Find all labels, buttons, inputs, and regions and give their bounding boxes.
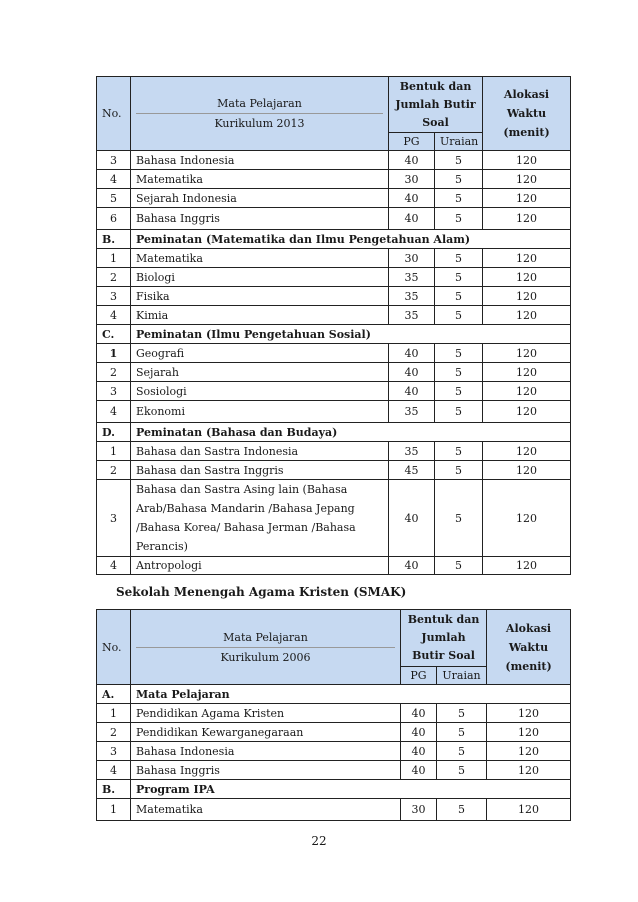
- row-subject: Kimia: [131, 306, 389, 325]
- row-pg: 30: [389, 170, 435, 189]
- row-pg: 40: [401, 761, 437, 780]
- exam-table-k13: [96, 76, 571, 575]
- row-uraian: 5: [435, 189, 483, 208]
- section-row: [97, 325, 571, 344]
- row-pg: 40: [401, 723, 437, 742]
- row-pg: 30: [389, 249, 435, 268]
- header-alloc: [483, 77, 571, 151]
- row-pg: 40: [389, 382, 435, 401]
- header-no: No.: [97, 77, 131, 151]
- row-no: 5: [97, 189, 131, 208]
- section-row: [97, 780, 571, 799]
- row-uraian: 5: [435, 461, 483, 480]
- row-subject: Bahasa Inggris: [131, 761, 401, 780]
- header-alloc: [487, 610, 571, 685]
- table-row: [97, 344, 571, 363]
- row-subject: Pendidikan Kewarganegaraan: [131, 723, 401, 742]
- row-no: 3: [97, 382, 131, 401]
- table-row: [97, 249, 571, 268]
- row-pg: 40: [389, 189, 435, 208]
- header-form-line1: Bentuk dan: [399, 79, 472, 93]
- row-subject: Bahasa Indonesia: [131, 742, 401, 761]
- row-subject: Biologi: [131, 268, 389, 287]
- row-subject: Matematika: [131, 249, 389, 268]
- row-no: 1: [97, 249, 131, 268]
- row-no: 4: [97, 761, 131, 780]
- row-time: 120: [483, 363, 571, 382]
- header-pg: PG: [389, 133, 435, 151]
- row-uraian: 5: [435, 382, 483, 401]
- table-row: [97, 306, 571, 325]
- row-uraian: 5: [435, 170, 483, 189]
- header-subject: [131, 610, 401, 685]
- row-pg: 40: [389, 480, 435, 557]
- row-time: 120: [483, 306, 571, 325]
- row-time: 120: [483, 382, 571, 401]
- row-uraian: 5: [435, 480, 483, 557]
- row-time: 120: [483, 249, 571, 268]
- row-no: 2: [97, 363, 131, 382]
- page-number: 22: [311, 834, 327, 848]
- row-pg: 35: [389, 442, 435, 461]
- section-no: B.: [97, 230, 131, 249]
- row-no: 2: [97, 461, 131, 480]
- row-pg: 40: [389, 557, 435, 575]
- header-subject-line1: Mata Pelajaran: [136, 628, 395, 648]
- row-uraian: 5: [437, 799, 487, 821]
- row-no: 3: [97, 151, 131, 170]
- row-no: 6: [97, 208, 131, 230]
- section-title: Program IPA: [131, 780, 571, 799]
- row-time: 120: [483, 151, 571, 170]
- row-pg: 35: [389, 287, 435, 306]
- row-time: 120: [483, 442, 571, 461]
- row-time: 120: [483, 189, 571, 208]
- row-pg: 30: [401, 799, 437, 821]
- row-no: 1: [97, 704, 131, 723]
- header-alloc-line2: Waktu: [506, 107, 547, 120]
- section-title: Mata Pelajaran: [131, 685, 571, 704]
- row-time: 120: [487, 761, 571, 780]
- section-no: C.: [97, 325, 131, 344]
- row-subject: Sejarah Indonesia: [131, 189, 389, 208]
- table-row: [97, 401, 571, 423]
- section-no: A.: [97, 685, 131, 704]
- header-form: [401, 610, 487, 667]
- table-row: [97, 704, 571, 723]
- row-pg: 45: [389, 461, 435, 480]
- table-row: [97, 442, 571, 461]
- row-no: 1: [97, 799, 131, 821]
- row-uraian: 5: [435, 287, 483, 306]
- header-form-line3: Butir Soal: [412, 649, 475, 662]
- header-uraian: Uraian: [437, 667, 487, 685]
- section-title: Peminatan (Ilmu Pengetahuan Sosial): [131, 325, 571, 344]
- header-no: No.: [97, 610, 131, 685]
- row-pg: 40: [401, 742, 437, 761]
- row-subject: Matematika: [131, 170, 389, 189]
- row-uraian: 5: [437, 704, 487, 723]
- table-row: [97, 461, 571, 480]
- row-subject: Pendidikan Agama Kristen: [131, 704, 401, 723]
- row-uraian: 5: [435, 363, 483, 382]
- row-uraian: 5: [435, 557, 483, 575]
- row-uraian: 5: [435, 268, 483, 287]
- row-pg: 40: [389, 208, 435, 230]
- section-no: D.: [97, 423, 131, 442]
- row-subject: Bahasa Indonesia: [131, 151, 389, 170]
- school-title: Sekolah Menengah Agama Kristen (SMAK): [116, 585, 407, 599]
- row-subject: Bahasa dan Sastra Asing lain (Bahasa Arab/Bahasa Mandarin /Bahasa Jepang /Bahasa Korea/ Bahasa Jerman /Bahasa Perancis): [131, 480, 389, 557]
- row-uraian: 5: [435, 151, 483, 170]
- header-pg: PG: [401, 667, 437, 685]
- row-pg: 40: [389, 344, 435, 363]
- row-subject: Sejarah: [131, 363, 389, 382]
- row-time: 120: [483, 344, 571, 363]
- table-row: [97, 170, 571, 189]
- row-uraian: 5: [435, 208, 483, 230]
- row-uraian: 5: [437, 742, 487, 761]
- header-uraian: Uraian: [435, 133, 483, 151]
- row-pg: 40: [401, 704, 437, 723]
- row-time: 120: [483, 268, 571, 287]
- section-row: [97, 230, 571, 249]
- row-no: 3: [97, 742, 131, 761]
- header-alloc-line1: Alokasi: [503, 88, 550, 101]
- row-uraian: 5: [437, 723, 487, 742]
- row-time: 120: [483, 480, 571, 557]
- row-no: 2: [97, 723, 131, 742]
- table-row: [97, 208, 571, 230]
- row-uraian: 5: [437, 761, 487, 780]
- header-form-line2: Jumlah: [421, 631, 466, 644]
- row-uraian: 5: [435, 442, 483, 461]
- header-alloc-line1: Alokasi: [505, 621, 552, 635]
- table-row: [97, 189, 571, 208]
- header-subject-line2: Kurikulum 2006: [220, 650, 311, 664]
- row-pg: 40: [389, 363, 435, 382]
- row-pg: 35: [389, 401, 435, 423]
- header-alloc-line3: (menit): [505, 659, 552, 673]
- row-subject: Geografi: [131, 344, 389, 363]
- row-time: 120: [483, 208, 571, 230]
- row-subject: Bahasa dan Sastra Inggris: [131, 461, 389, 480]
- row-no: 1: [97, 442, 131, 461]
- header-form: [389, 77, 483, 133]
- row-subject: Antropologi: [131, 557, 389, 575]
- row-uraian: 5: [435, 249, 483, 268]
- section-title: Peminatan (Bahasa dan Budaya): [131, 423, 571, 442]
- row-subject: Fisika: [131, 287, 389, 306]
- table-row: [97, 287, 571, 306]
- row-time: 120: [483, 287, 571, 306]
- row-pg: 35: [389, 306, 435, 325]
- row-time: 120: [483, 461, 571, 480]
- table-row: [97, 723, 571, 742]
- row-subject: Ekonomi: [131, 401, 389, 423]
- header-subject-line2: Kurikulum 2013: [214, 117, 305, 130]
- row-no: 1: [97, 344, 131, 363]
- row-pg: 40: [389, 151, 435, 170]
- row-subject: Bahasa dan Sastra Indonesia: [131, 442, 389, 461]
- row-no: 4: [97, 306, 131, 325]
- row-subject: Bahasa Inggris: [131, 208, 389, 230]
- row-no: 4: [97, 401, 131, 423]
- section-title: Peminatan (Matematika dan Ilmu Pengetahuan Alam): [131, 230, 571, 249]
- row-uraian: 5: [435, 344, 483, 363]
- row-no: 4: [97, 557, 131, 575]
- row-time: 120: [483, 401, 571, 423]
- header-alloc-line3: (menit): [503, 126, 550, 139]
- header-subject-line1: Mata Pelajaran: [136, 94, 383, 114]
- header-form-line2: Jumlah Butir: [395, 97, 476, 111]
- row-time: 120: [487, 799, 571, 821]
- row-subject: Matematika: [131, 799, 401, 821]
- header-form-line1: Bentuk dan: [407, 613, 480, 626]
- row-no: 3: [97, 287, 131, 306]
- table-row: [97, 268, 571, 287]
- table-row: [97, 761, 571, 780]
- table-row: [97, 363, 571, 382]
- row-time: 120: [483, 557, 571, 575]
- row-subject: Sosiologi: [131, 382, 389, 401]
- row-uraian: 5: [435, 401, 483, 423]
- row-uraian: 5: [435, 306, 483, 325]
- table-row: [97, 151, 571, 170]
- table-row: [97, 799, 571, 821]
- table-row: [97, 742, 571, 761]
- row-no: 3: [97, 480, 131, 557]
- row-time: 120: [487, 723, 571, 742]
- row-time: 120: [487, 742, 571, 761]
- header-form-line3: Soal: [422, 115, 449, 129]
- header-subject: [131, 77, 389, 151]
- row-time: 120: [483, 170, 571, 189]
- section-no: B.: [97, 780, 131, 799]
- table-row: [97, 557, 571, 575]
- table-row: [97, 480, 571, 557]
- header-alloc-line2: Waktu: [508, 640, 549, 654]
- row-time: 120: [487, 704, 571, 723]
- row-no: 2: [97, 268, 131, 287]
- row-pg: 35: [389, 268, 435, 287]
- exam-table-k2006: [96, 609, 571, 821]
- section-row: [97, 423, 571, 442]
- table-row: [97, 382, 571, 401]
- section-row: [97, 685, 571, 704]
- row-no: 4: [97, 170, 131, 189]
